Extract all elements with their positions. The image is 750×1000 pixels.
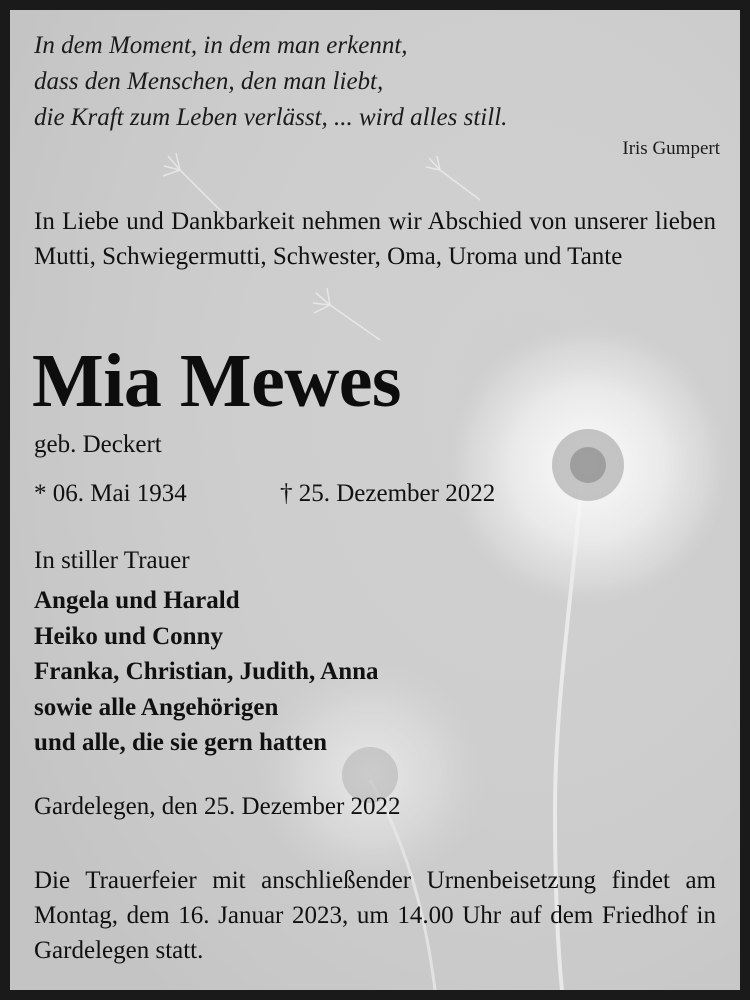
deceased-name: Mia Mewes: [32, 339, 402, 423]
birth-name: geb. Deckert: [34, 431, 162, 458]
birth-date: * 06. Mai 1934: [34, 480, 187, 507]
quote-line: In dem Moment, in dem man erkennt,: [34, 32, 408, 59]
service-info: Die Trauerfeier mit anschließender Urnenbeisetzung findet am Montag, dem 16. Januar 2023, um 14.00 Uhr auf dem Friedhof in Gardelegen statt.: [34, 867, 716, 964]
quote-author: Iris Gumpert: [622, 138, 720, 159]
death-date: † 25. Dezember 2022: [280, 480, 496, 507]
mourner-entry: Angela und Harald: [34, 587, 240, 614]
mourner-entry: Franka, Christian, Judith, Anna: [34, 658, 379, 685]
mourners-list: [34, 583, 379, 761]
mourner-entry: sowie alle Angehörigen: [34, 693, 279, 721]
mourner-entry: Heiko und Conny: [34, 622, 223, 650]
quote-line: die Kraft zum Leben verlässt, ... wird alles still.: [34, 104, 508, 131]
quote-line: dass den Menschen, den man liebt,: [34, 68, 384, 95]
intro-text: In Liebe und Dankbarkeit nehmen wir Abschied von unserer lieben Mutti, Schwiegermutti, Schwester, Oma, Uroma und Tante: [34, 208, 716, 270]
obituary-card: [10, 10, 740, 990]
mourning-label: In stiller Trauer: [34, 547, 190, 574]
quote: [34, 28, 714, 136]
place-date: Gardelegen, den 25. Dezember 2022: [34, 793, 401, 820]
mourner-entry: und alle, die sie gern hatten: [34, 729, 328, 756]
